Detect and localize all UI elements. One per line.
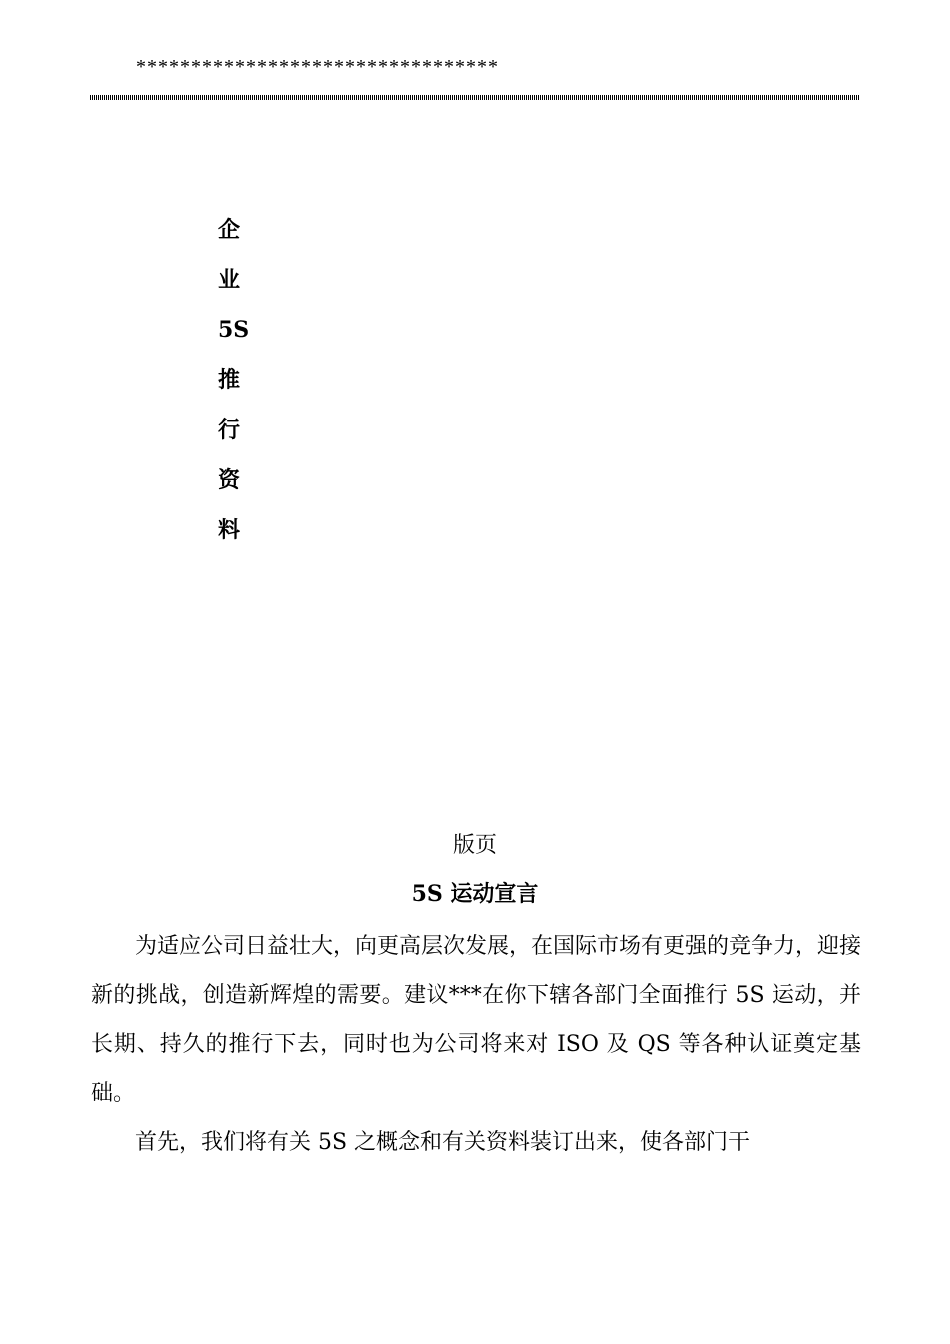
cover-title-char: 行 <box>218 417 241 443</box>
header-rule <box>90 95 860 100</box>
declaration-body <box>91 922 861 1167</box>
header-stars: ********************************* <box>136 56 499 78</box>
declaration-paragraph: 为适应公司日益壮大，向更高层次发展，在国际市场有更强的竞争力，迎接新的挑战，创造新辉煌的需要。建议***在你下辖各部门全面推行 5S 运动，并长期、持久的推行下去，同时也为公司将来对 ISO 及 QS 等各种认证奠定基础。 <box>91 934 862 1106</box>
cover-title-vertical <box>218 205 248 555</box>
cover-title-char: 推 <box>218 367 241 393</box>
cover-title-char: 5S <box>218 317 250 343</box>
declaration-title: 5S 运动宣言 <box>411 881 539 907</box>
cover-title-char: 料 <box>218 517 241 543</box>
banye-label: 版页 <box>452 833 497 858</box>
cover-title-char: 企 <box>218 217 241 243</box>
cover-title-char: 资 <box>218 467 241 493</box>
declaration-paragraph: 首先，我们将有关 5S 之概念和有关资料装订出来，使各部门干 <box>135 1130 751 1155</box>
cover-title-char: 业 <box>218 267 241 293</box>
